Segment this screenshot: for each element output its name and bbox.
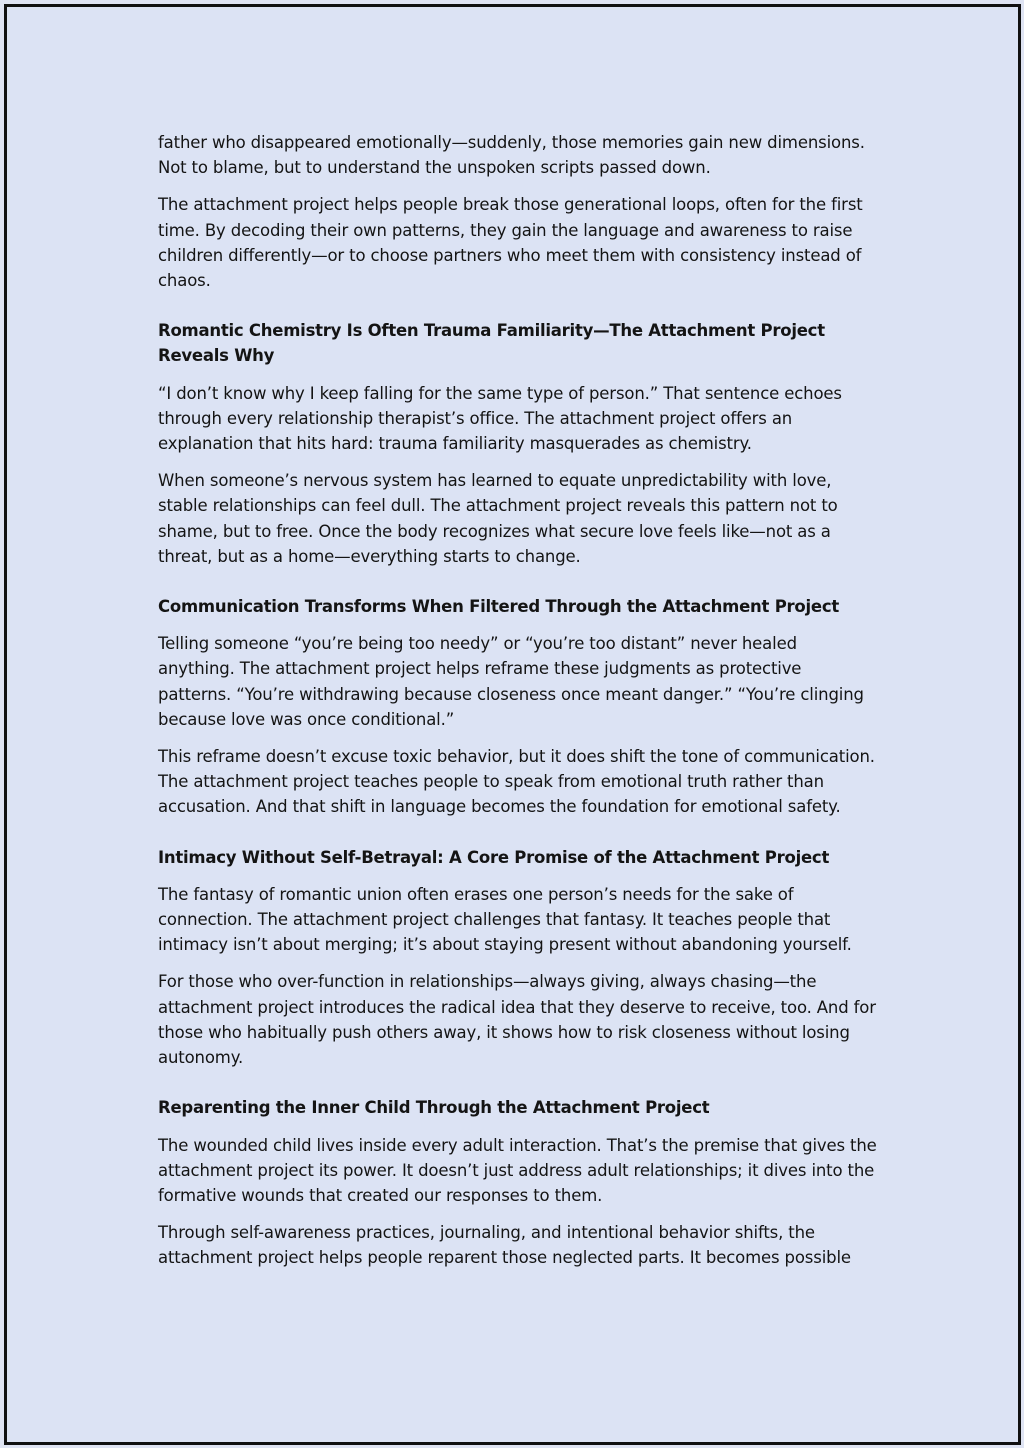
paragraph: For those who over-function in relationships—always giving, always chasing—the attachment project introduces the radical idea that they deserve to receive, too. And for those who habitually push others away, it shows how to risk closeness without losing autonomy.: [158, 972, 876, 1068]
paragraph: The wounded child lives inside every adult interaction. That’s the premise that gives the attachment project its power. It doesn’t just address adult relationships; it dives into the formative wounds that created our responses to them.: [158, 1135, 877, 1205]
page-frame: [4, 4, 1021, 1445]
paragraph: The fantasy of romantic union often erases one person’s needs for the sake of connection. The attachment project challenges that fantasy. It teaches people that intimacy isn’t about merging; it’s about staying present without abandoning yourself.: [158, 884, 852, 955]
article-body: [158, 130, 878, 1283]
paragraph: When someone’s nervous system has learned to equate unpredictability with love, stable relationships can feel dull. The attachment project reveals this pattern not to shame, but to free. Once the body recognizes what secure love feels like—not as a threat, but as a home—everything starts to change.: [158, 471, 838, 566]
section-heading: Romantic Chemistry Is Often Trauma Familiarity—The Attachment Project Reveals Why: [158, 321, 825, 366]
section-heading: Communication Transforms When Filtered Through the Attachment Project: [158, 597, 840, 617]
section-heading: Reparenting the Inner Child Through the Attachment Project: [158, 1098, 710, 1118]
paragraph: The attachment project helps people break those generational loops, often for the first time. By decoding their own patterns, they gain the language and awareness to raise children differently—or to choose partners who meet them with consistency instead of chaos.: [158, 195, 863, 291]
paragraph: This reframe doesn’t excuse toxic behavior, but it does shift the tone of communication. The attachment project teaches people to speak from emotional truth rather than accusation. And that shift in language becomes the foundation for emotional safety.: [158, 747, 875, 817]
paragraph: Telling someone “you’re being too needy” or “you’re too distant” never healed anything. The attachment project helps reframe these judgments as protective patterns. “You’re withdrawing because closeness once meant danger.” “You’re clinging because love was once conditional.”: [158, 634, 864, 729]
paragraph: father who disappeared emotionally—suddenly, those memories gain new dimensions. Not to blame, but to understand the unspoken scripts passed down.: [158, 133, 865, 178]
paragraph: Through self-awareness practices, journaling, and intentional behavior shifts, the attachment project helps people reparent those neglected parts. It becomes possible: [158, 1223, 851, 1268]
paragraph: “I don’t know why I keep falling for the same type of person.” That sentence echoes through every relationship therapist’s office. The attachment project offers an explanation that hits hard: trauma familiarity masquerades as chemistry.: [158, 383, 842, 454]
section-heading: Intimacy Without Self-Betrayal: A Core Promise of the Attachment Project: [158, 847, 830, 867]
